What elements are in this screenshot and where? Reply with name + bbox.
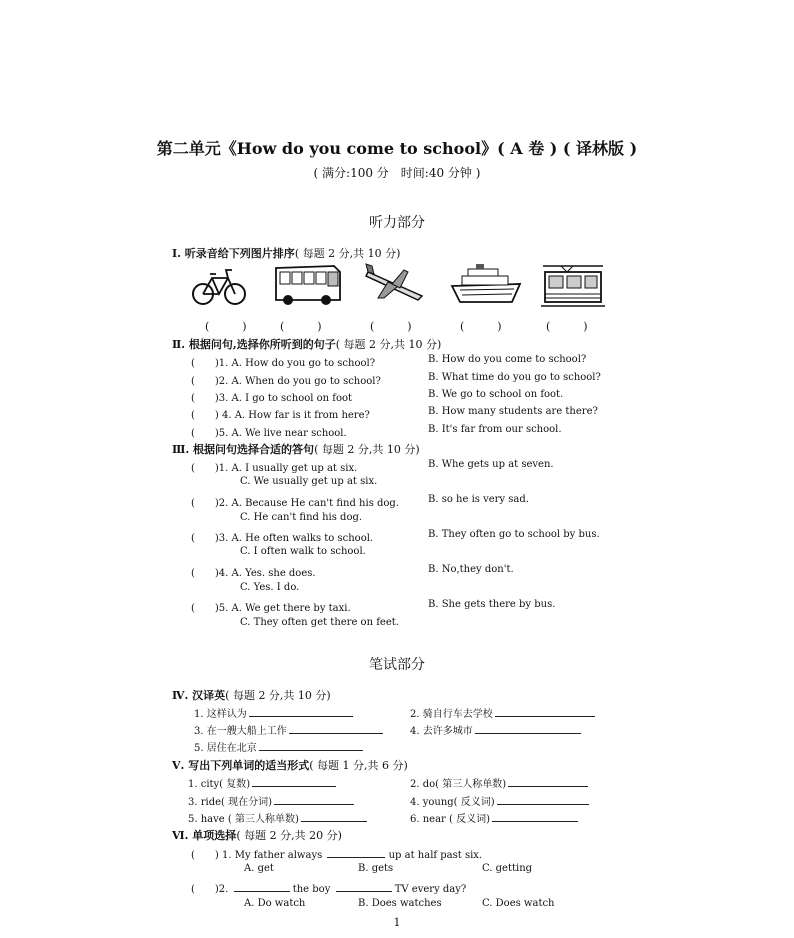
answer-blank[interactable] xyxy=(259,740,363,751)
part6-q1-pre: ( ) 1. My father always xyxy=(191,850,323,861)
part4-q3-text: 3. 在一艘大船上工作 xyxy=(194,726,287,737)
train-icon xyxy=(541,262,605,312)
part4-q1-text: 1. 这样认为 xyxy=(194,709,247,720)
part3-q5-c: C. They often get there on feet. xyxy=(240,617,399,628)
part6-q2-pre: ( )2. xyxy=(191,884,229,895)
part6-q2-opt-a: A. Do watch xyxy=(244,898,306,909)
part3-q4-a: ( )4. A. Yes. she does. xyxy=(191,568,316,579)
part6-q2-post: TV every day? xyxy=(394,884,467,895)
part6-q2-mid: the boy xyxy=(292,884,331,895)
part4-q1 xyxy=(194,705,353,720)
answer-blank[interactable] xyxy=(274,794,354,805)
part6-score: ( 每题 2 分,共 20 分) xyxy=(236,829,342,842)
part2-q5-a: ( )5. A. We live near school. xyxy=(191,428,347,439)
part2-q1-a: ( )1. A. How do you go to school? xyxy=(191,358,376,369)
bicycle-icon xyxy=(192,262,246,312)
answer-blank[interactable] xyxy=(301,811,367,822)
part5-q4-text: 4. young( 反义词) xyxy=(410,797,495,808)
part4-heading xyxy=(172,687,331,703)
part3-score: ( 每题 2 分,共 10 分) xyxy=(314,443,420,456)
answer-blank[interactable] xyxy=(252,776,336,787)
part4-q4 xyxy=(410,722,581,737)
part4-score: ( 每题 2 分,共 10 分) xyxy=(225,689,331,702)
answer-blank[interactable] xyxy=(336,881,392,892)
part2-q3-a: ( )3. A. I go to school on foot xyxy=(191,393,353,404)
part6-heading-text: Ⅵ. 单项选择 xyxy=(172,829,237,842)
part2-heading xyxy=(172,336,441,352)
writing-section-title: 笔试部分 xyxy=(369,657,425,673)
part1-heading-text: Ⅰ. 听录音给下列图片排序 xyxy=(172,247,295,260)
part4-q2 xyxy=(410,705,595,720)
bus-icon xyxy=(272,262,344,312)
answer-blank[interactable] xyxy=(249,706,353,717)
part5-heading-text: Ⅴ. 写出下列单词的适当形式 xyxy=(172,759,310,772)
picture-answer-2[interactable]: ( ) xyxy=(280,320,322,333)
part5-q2-text: 2. do( 第三人称单数) xyxy=(410,779,507,790)
part5-q5 xyxy=(188,810,367,825)
page-title: 第二单元《How do you come to school》( A 卷 ) ( 译林版 ) xyxy=(156,139,638,158)
part5-q1 xyxy=(188,775,336,790)
part5-q2 xyxy=(410,775,588,790)
part3-q2-b: B. so he is very sad. xyxy=(428,494,529,505)
answer-blank[interactable] xyxy=(495,706,595,717)
part2-q5-b: B. It's far from our school. xyxy=(428,424,562,435)
part2-q3-b: B. We go to school on foot. xyxy=(428,389,564,400)
part5-q1-text: 1. city( 复数) xyxy=(188,779,251,790)
part5-q3 xyxy=(188,793,354,808)
part3-q5-b: B. She gets there by bus. xyxy=(428,599,556,610)
part3-q3-c: C. I often walk to school. xyxy=(240,546,366,557)
picture-answer-3[interactable]: ( ) xyxy=(370,320,412,333)
part3-q4-c: C. Yes. I do. xyxy=(240,582,300,593)
answer-blank[interactable] xyxy=(234,881,290,892)
part3-heading xyxy=(172,441,420,457)
answer-blank[interactable] xyxy=(327,847,385,858)
part5-q3-text: 3. ride( 现在分词) xyxy=(188,797,272,808)
part2-q2-b: B. What time do you go to school? xyxy=(428,372,601,383)
part2-score: ( 每题 2 分,共 10 分) xyxy=(335,338,442,351)
part3-q2-c: C. He can't find his dog. xyxy=(240,512,363,523)
part1-score: ( 每题 2 分,共 10 分) xyxy=(294,247,401,260)
part4-q5-text: 5. 居住在北京 xyxy=(194,743,257,754)
part4-q4-text: 4. 去许多城市 xyxy=(410,726,473,737)
part3-q1-c: C. We usually get up at six. xyxy=(240,476,378,487)
part4-heading-text: Ⅳ. 汉译英 xyxy=(172,689,226,702)
part6-q2 xyxy=(191,880,466,895)
answer-blank[interactable] xyxy=(508,776,588,787)
picture-answer-1[interactable]: ( ) xyxy=(205,320,247,333)
part2-q1-b: B. How do you come to school? xyxy=(428,354,587,365)
part5-q6-text: 6. near ( 反义词) xyxy=(410,814,490,825)
picture-answer-4[interactable]: ( ) xyxy=(460,320,502,333)
part6-q1-post: up at half past six. xyxy=(388,850,483,861)
part6-q2-opt-c: C. Does watch xyxy=(482,898,555,909)
part3-q5-a: ( )5. A. We get there by taxi. xyxy=(191,603,351,614)
part5-q4 xyxy=(410,793,589,808)
picture-answer-5[interactable]: ( ) xyxy=(546,320,588,333)
airplane-icon xyxy=(364,262,426,312)
part4-q5 xyxy=(194,739,363,754)
part2-q2-a: ( )2. A. When do you go to school? xyxy=(191,376,381,387)
part3-q1-a: ( )1. A. I usually get up at six. xyxy=(191,463,358,474)
page-subtitle: ( 满分:100 分 时间:40 分钟 ) xyxy=(313,166,481,180)
answer-blank[interactable] xyxy=(497,794,589,805)
part2-q4-b: B. How many students are there? xyxy=(428,406,598,417)
answer-blank[interactable] xyxy=(475,723,581,734)
part2-q4-a: ( ) 4. A. How far is it from here? xyxy=(191,410,370,421)
part4-q3 xyxy=(194,722,383,737)
part6-q1 xyxy=(191,846,482,861)
ship-icon xyxy=(450,262,522,312)
part3-q4-b: B. No,they don't. xyxy=(428,564,514,575)
part5-q5-text: 5. have ( 第三人称单数) xyxy=(188,814,299,825)
part3-q3-b: B. They often go to school by bus. xyxy=(428,529,600,540)
answer-blank[interactable] xyxy=(492,811,578,822)
part6-q1-opt-c: C. getting xyxy=(482,863,533,874)
page-number: 1 xyxy=(393,916,401,929)
part3-q3-a: ( )3. A. He often walks to school. xyxy=(191,533,374,544)
part6-q1-opt-a: A. get xyxy=(244,863,274,874)
part6-heading xyxy=(172,827,342,843)
part5-score: ( 每题 1 分,共 6 分) xyxy=(309,759,408,772)
part3-q2-a: ( )2. A. Because He can't find his dog. xyxy=(191,498,400,509)
listening-section-title: 听力部分 xyxy=(369,215,425,231)
part1-heading xyxy=(172,245,400,261)
part3-heading-text: Ⅲ. 根据问句选择合适的答句 xyxy=(172,443,315,456)
part5-heading xyxy=(172,757,408,773)
part5-q6 xyxy=(410,810,578,825)
answer-blank[interactable] xyxy=(289,723,383,734)
part2-heading-text: Ⅱ. 根据问句,选择你所听到的句子 xyxy=(172,338,336,351)
part4-q2-text: 2. 骑自行车去学校 xyxy=(410,709,493,720)
part6-q2-opt-b: B. Does watches xyxy=(358,898,442,909)
part3-q1-b: B. Whe gets up at seven. xyxy=(428,459,554,470)
part6-q1-opt-b: B. gets xyxy=(358,863,394,874)
